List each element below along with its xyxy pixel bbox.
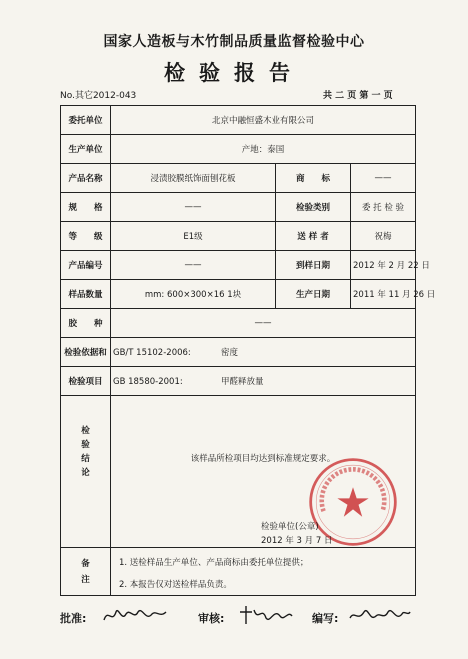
code-label: 产品编号 <box>61 251 111 280</box>
arrival-label: 到样日期 <box>276 251 351 280</box>
brand-value: —— <box>351 164 416 193</box>
basis-line-2 <box>111 367 416 396</box>
qty-value: mm: 600×300×16 1块 <box>111 280 276 309</box>
org-name: 国家人造板与木竹制品质量监督检验中心 <box>103 34 365 50</box>
grade-value: E1级 <box>111 222 276 251</box>
sender-label: 送 样 者 <box>276 222 351 251</box>
compile-label: 编写: <box>312 612 339 625</box>
brand-label: 商 标 <box>276 164 351 193</box>
conclusion-char: 检 <box>81 426 90 436</box>
remarks-char: 备 <box>81 558 90 569</box>
type-value: 委 托 检 验 <box>351 193 416 222</box>
report-number: No.其它2012-043 <box>60 91 137 101</box>
code-value: —— <box>111 251 276 280</box>
row-qty <box>61 280 416 309</box>
row-code <box>61 251 416 280</box>
client-value: 北京中融恒盛木业有限公司 <box>111 106 416 135</box>
conclusion-date: 2012 年 3 月 7 日 <box>261 536 333 546</box>
remarks-body <box>111 548 416 596</box>
basis2-standard: GB 18580-2001: <box>113 377 183 387</box>
review-label: 审核: <box>198 612 225 625</box>
type-label: 检验类别 <box>276 193 351 222</box>
conclusion-char: 验 <box>81 440 90 450</box>
made-label: 生产日期 <box>276 280 351 309</box>
row-grade <box>61 222 416 251</box>
made-value: 2011 年 11 月 26 日 <box>351 280 416 309</box>
basis-label: 检验依据和 <box>61 338 111 367</box>
report-table <box>60 105 436 596</box>
arrival-value: 2012 年 2 月 22 日 <box>351 251 416 280</box>
product-label: 产品名称 <box>61 164 111 193</box>
spec-value: —— <box>111 193 276 222</box>
conclusion-body <box>111 396 416 548</box>
row-maker <box>61 135 416 164</box>
product-value: 浸渍胶膜纸饰面刨花板 <box>111 164 276 193</box>
remark-line-2: 2. 本报告仅对送检样品负责。 <box>119 580 232 590</box>
row-product <box>61 164 416 193</box>
grade-label: 等 级 <box>61 222 111 251</box>
qty-label: 样品数量 <box>61 280 111 309</box>
basis2-item: 甲醛释放量 <box>221 377 264 387</box>
remarks-char: 注 <box>81 574 90 585</box>
row-items <box>61 367 416 396</box>
row-basis <box>61 338 416 367</box>
row-remarks <box>61 548 416 596</box>
seal-line: 检验单位(公章) <box>261 522 319 532</box>
maker-value: 产地：泰国 <box>111 135 416 164</box>
glue-label: 胶 种 <box>61 309 111 338</box>
basis1-item: 密度 <box>221 348 239 358</box>
maker-label: 生产单位 <box>61 135 111 164</box>
row-conclusion <box>61 396 416 548</box>
items-label: 检验项目 <box>61 367 111 396</box>
compiler-signature <box>346 602 412 628</box>
report-title: 检验报告 <box>164 61 304 85</box>
conclusion-text: 该样品所检项目均达到标准规定要求。 <box>190 454 336 464</box>
conclusion-label <box>61 396 111 548</box>
row-glue <box>61 309 416 338</box>
basis1-standard: GB/T 15102-2006: <box>113 348 191 358</box>
row-spec <box>61 193 416 222</box>
page-count: 共 二 页 第 一 页 <box>323 91 393 101</box>
basis-line-1 <box>111 338 416 367</box>
approve-label: 批准: <box>60 612 87 625</box>
conclusion-char: 结 <box>81 454 90 464</box>
remark-line-1: 1. 送检样品生产单位、产品商标由委托单位提供； <box>119 558 309 568</box>
glue-value: —— <box>111 309 416 338</box>
spec-label: 规 格 <box>61 193 111 222</box>
remarks-label <box>61 548 111 596</box>
client-label: 委托单位 <box>61 106 111 135</box>
sender-value: 祝梅 <box>351 222 416 251</box>
reviewer-signature <box>236 602 296 628</box>
conclusion-char: 论 <box>81 468 90 478</box>
row-client <box>61 106 416 135</box>
approver-signature <box>100 602 170 628</box>
